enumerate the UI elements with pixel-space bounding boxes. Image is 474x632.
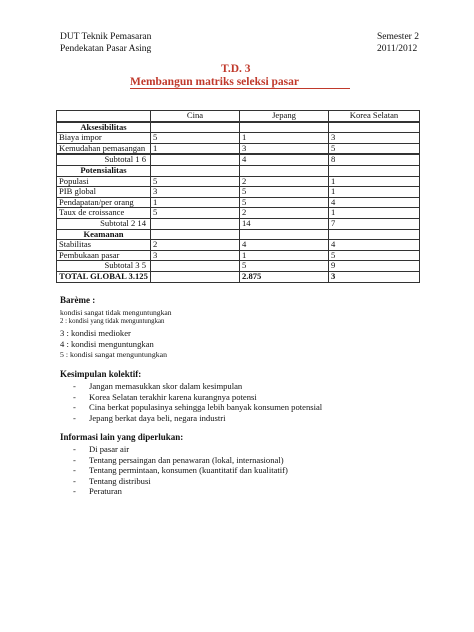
- cell-value: 2.875: [240, 271, 329, 282]
- doc-title: T.D. 3: [221, 63, 251, 75]
- cell-value: [151, 218, 240, 229]
- cell-value: 9: [329, 261, 420, 272]
- section-heading: Keamanan: [57, 229, 151, 240]
- cell-value: [151, 155, 240, 166]
- subtotal-row: [57, 218, 420, 229]
- list-item: [73, 486, 288, 497]
- cell-value: 4: [240, 155, 329, 166]
- cell-value: 1: [240, 133, 329, 144]
- bareme-heading: Barème :: [60, 295, 96, 305]
- cell-value: 3: [240, 143, 329, 154]
- row-label: Biaya impor: [57, 133, 151, 144]
- cell-value: 5: [240, 197, 329, 208]
- header-semester: Semester 2: [377, 32, 419, 42]
- table-row: [57, 165, 420, 176]
- subtotal-row: [57, 261, 420, 272]
- list-item-text: Tentang distribusi: [89, 475, 151, 486]
- cell-value: 2: [151, 240, 240, 251]
- cell-value: 14: [240, 218, 329, 229]
- kesimpulan-list: [73, 381, 322, 423]
- cell-value: 5: [240, 187, 329, 198]
- list-item: [73, 465, 288, 476]
- total-label: TOTAL GLOBAL 3.125: [57, 271, 151, 282]
- bareme-item-3: 3 : kondisi medioker: [60, 328, 131, 338]
- list-item-text: Korea Selatan terakhir karena kurangnya potensi: [89, 391, 257, 402]
- list-item: [73, 476, 288, 487]
- bullet-dash: -: [73, 475, 76, 486]
- subtotal-label: Subtotal 3 5: [57, 261, 151, 272]
- cell-value: 2: [240, 176, 329, 187]
- bullet-dash: -: [73, 454, 76, 465]
- header-cell-empty: [57, 111, 151, 122]
- list-item-text: Tentang persaingan dan penawaran (lokal, internasional): [89, 454, 284, 465]
- header-subject: Pendekatan Pasar Asing: [60, 44, 152, 54]
- list-item-text: Di pasar air: [89, 444, 130, 454]
- table-row: [57, 122, 420, 133]
- bullet-dash: -: [73, 465, 76, 476]
- total-row: [57, 271, 420, 282]
- cell-value: 1: [151, 197, 240, 208]
- header-cell-korea: Korea Selatan: [329, 111, 420, 122]
- list-item: [73, 444, 288, 455]
- row-label: Populasi: [57, 176, 151, 187]
- list-item-text: Peraturan: [89, 486, 122, 497]
- table-row: [57, 229, 420, 240]
- cell-value: 5: [329, 250, 420, 261]
- cell-value: 5: [329, 143, 420, 154]
- list-item-text: Tentang permintaan, konsumen (kuantitatif dan kualitatif): [89, 465, 288, 476]
- informasi-list: [73, 444, 288, 497]
- cell-value: 3: [151, 250, 240, 261]
- cell-value: 1: [240, 250, 329, 261]
- cell-value: [151, 271, 240, 282]
- list-item-text: Jepang berkat daya beli, negara industri: [89, 412, 226, 423]
- cell-value: 1: [329, 176, 420, 187]
- cell-value: 3: [329, 133, 420, 144]
- list-item-text: Cina berkat populasinya sehingga lebih banyak konsumen potensial: [89, 402, 323, 413]
- subtitle-underline: [130, 88, 350, 89]
- row-label: Taux de croissance: [57, 208, 151, 219]
- cell-value: [151, 261, 240, 272]
- row-label: PIB global: [57, 187, 151, 198]
- selection-matrix: [56, 110, 420, 283]
- table-row: [57, 187, 420, 198]
- cell-value: 4: [329, 240, 420, 251]
- cell-value: 5: [151, 133, 240, 144]
- subtotal-row: [57, 155, 420, 166]
- row-label: Stabilitas: [57, 240, 151, 251]
- kesimpulan-heading: Kesimpulan kolektif:: [60, 369, 142, 379]
- section-heading: Aksesibilitas: [57, 122, 151, 133]
- informasi-heading: Informasi lain yang diperlukan:: [60, 432, 184, 442]
- table-row: [57, 143, 420, 154]
- list-item: [73, 381, 322, 392]
- cell-value: 5: [151, 208, 240, 219]
- cell-value: 5: [240, 261, 329, 272]
- cell-value: 2: [240, 208, 329, 219]
- row-label: Pendapatan/per orang: [57, 197, 151, 208]
- header-cell-jepang: Jepang: [240, 111, 329, 122]
- table-row: [57, 240, 420, 251]
- doc-subtitle: Membangun matriks seleksi pasar: [130, 76, 299, 88]
- row-label: Pembukaan pasar: [57, 250, 151, 261]
- cell-value: 8: [329, 155, 420, 166]
- bareme-item-1: kondisi sangat tidak menguntungkan: [60, 308, 172, 317]
- bareme-item-5: 5 : kondisi sangat menguntungkan: [60, 350, 167, 359]
- bullet-dash: -: [73, 381, 76, 391]
- cell-value: 7: [329, 218, 420, 229]
- list-item: [73, 392, 322, 403]
- cell-value: 3: [151, 187, 240, 198]
- list-item: [73, 413, 322, 424]
- table-row: [57, 197, 420, 208]
- cell-value: 4: [329, 197, 420, 208]
- bullet-dash: -: [73, 486, 76, 497]
- table-row: [57, 133, 420, 144]
- header-cell-cina: Cina: [151, 111, 240, 122]
- cell-value: 1: [151, 143, 240, 154]
- section-heading: Potensialitas: [57, 165, 151, 176]
- cell-value: 1: [329, 187, 420, 198]
- subtotal-label: Subtotal 1 6: [57, 155, 151, 166]
- header-course: DUT Teknik Pemasaran: [60, 32, 152, 42]
- cell-value: 1: [329, 208, 420, 219]
- bullet-dash: -: [73, 391, 76, 402]
- bullet-dash: -: [73, 402, 76, 413]
- bareme-item-4: 4 : kondisi menguntungkan: [60, 339, 154, 349]
- list-item: [73, 455, 288, 466]
- cell-value: 4: [240, 240, 329, 251]
- cell-value: 3: [329, 271, 420, 282]
- bullet-dash: -: [73, 444, 76, 454]
- subtotal-label: Subtotal 2 14: [57, 218, 151, 229]
- bareme-item-2: 2 : kondisi yang tidak menguntungkan: [60, 318, 165, 325]
- table-header-row: [57, 111, 420, 122]
- row-label: Kemudahan pemasangan: [57, 143, 151, 154]
- cell-value: 5: [151, 176, 240, 187]
- list-item-text: Jangan memasukkan skor dalam kesimpulan: [89, 381, 243, 391]
- table-row: [57, 250, 420, 261]
- header-year: 2011/2012: [377, 44, 418, 54]
- table-row: [57, 208, 420, 219]
- bullet-dash: -: [73, 412, 76, 423]
- table-row: [57, 176, 420, 187]
- list-item: [73, 402, 322, 413]
